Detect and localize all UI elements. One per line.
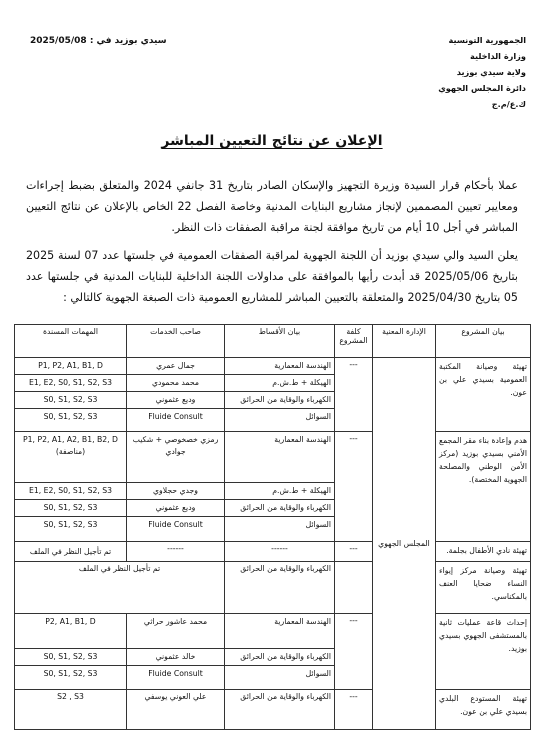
letterhead-line: الجمهورية التونسية bbox=[448, 35, 526, 45]
table-header-row bbox=[15, 325, 531, 358]
letterhead-line: ولاية سيدي بوزيد bbox=[456, 67, 526, 77]
task-item: S0, S1, S2, S3 bbox=[15, 392, 126, 409]
header-project: بيان المشروع bbox=[436, 325, 531, 358]
cost-cell: --- bbox=[335, 542, 373, 562]
provider-item: جمال عمري bbox=[127, 358, 224, 375]
header-cost: كلفة المشروع bbox=[335, 325, 373, 358]
tasks-cell bbox=[15, 614, 127, 690]
task-item: P1, P2, A1, B1, D bbox=[15, 358, 126, 375]
place-date bbox=[30, 36, 167, 46]
provider-item: محمد محمودي bbox=[127, 375, 224, 392]
task-item: S0, S1, S2, S3 bbox=[15, 500, 126, 517]
place-label: سيدي بوزيد في : bbox=[89, 36, 167, 46]
lot-item: السوائل bbox=[305, 669, 331, 678]
table-row bbox=[15, 358, 531, 432]
project-cell: هدم وإعادة بناء مقر المجمع الأمني بسيدي بوزيد (مركز الأمن الوطني والمصلحة الجهوية المختصة). bbox=[436, 432, 531, 542]
task-item: P1, P2, A1, A2, B1, B2, D (مناصفة) bbox=[15, 432, 126, 483]
task-item: S0, S1, S2, S3 bbox=[15, 649, 126, 666]
project-cell: إحداث قاعة عمليات ثانية بالمستشفى الجهوي بسيدي بوزيد. bbox=[436, 614, 531, 690]
lot-item: الهيكلة + ط.ش.م bbox=[225, 375, 334, 392]
header-provider: صاحب الخدمات bbox=[127, 325, 225, 358]
provider-cell: علي العوني يوسفي bbox=[127, 690, 225, 730]
provider-cell bbox=[127, 432, 225, 542]
lot-item: الكهرباء والوقاية من الحرائق bbox=[225, 649, 334, 666]
cost-cell: --- bbox=[335, 614, 373, 690]
task-item: S0, S1, S2, S3 bbox=[43, 412, 98, 421]
table-row bbox=[15, 562, 531, 614]
project-cell: تهيئة المستودع البلدي بسيدي علي بن عون. bbox=[436, 690, 531, 730]
lot-item: السوائل bbox=[305, 412, 331, 421]
tasks-cell bbox=[15, 358, 127, 432]
lot-item: الهندسة المعمارية bbox=[225, 614, 334, 649]
letterhead-line: ك.ع/م.ج bbox=[491, 99, 526, 109]
header-tasks: المهمات المسندة bbox=[15, 325, 127, 358]
lot-item: الهيكلة + ط.ش.م bbox=[225, 483, 334, 500]
tasks-cell: S2 , S3 bbox=[15, 690, 127, 730]
lots-cell bbox=[225, 432, 335, 542]
provider-item: Fluide Consult bbox=[148, 669, 203, 678]
task-item: P2, A1, B1, D bbox=[15, 614, 126, 649]
document-date: 2025/05/08 bbox=[30, 36, 87, 46]
appointments-table bbox=[14, 324, 531, 730]
task-item: S0, S1, S2, S3 bbox=[43, 520, 98, 529]
page-title: الإعلان عن نتائج التعيين المباشر bbox=[161, 133, 383, 149]
cost-cell: --- bbox=[335, 358, 373, 432]
table-row bbox=[15, 690, 531, 730]
cost-cell bbox=[335, 562, 373, 614]
task-item: E1, E2, S0, S1, S2, S3 bbox=[15, 483, 126, 500]
provider-item: خالد عثموني bbox=[127, 649, 224, 666]
provider-cell: ------ bbox=[127, 542, 225, 562]
deferred-note: تم تأجيل النظر في الملف bbox=[15, 562, 225, 614]
lot-item: الهندسة المعمارية bbox=[225, 358, 334, 375]
provider-item: وديع عثموني bbox=[127, 500, 224, 517]
provider-item: رمزي خصخوصي + شكيب جوادي bbox=[127, 432, 224, 483]
lots-cell bbox=[225, 614, 335, 690]
header-lots: بيان الأقساط bbox=[225, 325, 335, 358]
project-cell: تهيئة وصيانة مركز إيواء النساء ضحايا العنف بالمكناسي. bbox=[436, 562, 531, 614]
cost-cell: --- bbox=[335, 690, 373, 730]
letterhead bbox=[386, 32, 526, 112]
lot-item: الكهرباء والوقاية من الحرائق bbox=[225, 500, 334, 517]
provider-item: وجدي حجلاوي bbox=[127, 483, 224, 500]
deferred-note: تم تأجيل النظر في الملف bbox=[15, 542, 127, 562]
admin-cell: المجلس الجهوي bbox=[373, 358, 436, 730]
provider-cell bbox=[127, 614, 225, 690]
lot-item: الكهرباء والوقاية من الحرائق bbox=[225, 392, 334, 409]
letterhead-line: وزارة الداخلية bbox=[470, 51, 526, 61]
lot-cell: الكهرباء والوقاية من الحرائق bbox=[225, 690, 335, 730]
table-row bbox=[15, 542, 531, 562]
lot-item: السوائل bbox=[305, 520, 331, 529]
task-item: E1, E2, S0, S1, S2, S3 bbox=[15, 375, 126, 392]
tasks-cell bbox=[15, 432, 127, 542]
header-admin: الإدارة المعنية bbox=[373, 325, 436, 358]
paragraph-announcement: يعلن السيد والي سيدي بوزيد أن اللجنة الجهوية لمراقبة الصفقات العمومية في جلستها عدد 07 لسنة 2025 بتاريخ 2025/05/06 قد أبدت رأيها بالموافقة على مداولات اللجنة الداخلية للبنايات المدنية في جلستها عدد 05 بتاريخ 2025/04/30 والمتعلقة بالتعيين المباشر للمشاريع العمومية ذات الصبغة الجهوية كالتالي : bbox=[26, 249, 518, 304]
lots-cell bbox=[225, 358, 335, 432]
task-item: S0, S1, S2, S3 bbox=[43, 669, 98, 678]
table-row bbox=[15, 614, 531, 690]
project-cell: تهيئة وصيانة المكتبة العمومية بسيدي علي بن عون. bbox=[436, 358, 531, 432]
lot-cell: الكهرباء والوقاية من الحرائق bbox=[225, 562, 335, 614]
table-row bbox=[15, 432, 531, 542]
project-cell: تهيئة نادي الأطفال بجلمة. bbox=[436, 542, 531, 562]
paragraph-intro: عملا بأحكام قرار السيدة وزيرة التجهيز والإسكان الصادر بتاريخ 31 جانفي 2024 والمتعلق بضبط إجراءات ومعايير تعيين المصممين لإنجاز مشاريع البنايات المدنية وخاصة الفصل 22 الخاص بالإعلان عن نتائج التعيين المباشر في أجل 10 أيام من تاريخ موافقة لجنة مراقبة الصفقات ذات النظر. bbox=[26, 179, 518, 234]
provider-item: وديع عثموني bbox=[127, 392, 224, 409]
letterhead-line: دائرة المجلس الجهوي bbox=[438, 83, 526, 93]
provider-cell bbox=[127, 358, 225, 432]
provider-item: Fluide Consult bbox=[148, 412, 203, 421]
cost-cell: --- bbox=[335, 432, 373, 542]
lot-item: الهندسة المعمارية bbox=[225, 432, 334, 483]
lot-cell: ------ bbox=[225, 542, 335, 562]
provider-item: محمد عاشور حراثي bbox=[127, 614, 224, 649]
provider-item: Fluide Consult bbox=[148, 520, 203, 529]
